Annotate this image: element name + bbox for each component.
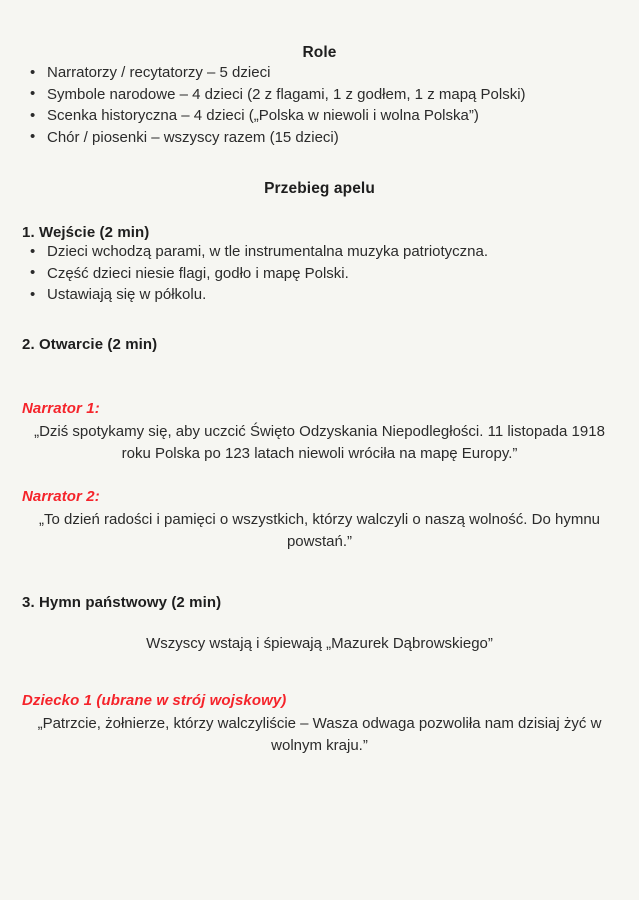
step-2-heading: 2. Otwarcie (2 min) — [22, 335, 158, 353]
step-1-heading: 1. Wejście (2 min) — [22, 224, 150, 241]
step-1-list — [22, 241, 617, 306]
narrator-1-label: Narrator 1: — [22, 399, 100, 417]
roles-section-title: Role — [302, 44, 337, 61]
list-item: • Narratorzy / recytatorzy – 5 dzieci — [22, 62, 617, 84]
narrator-2-label: Narrator 2: — [22, 487, 100, 505]
list-item: • Ustawiają się w półkolu. — [22, 284, 617, 306]
child-1-quote: „Patrzcie, żołnierze, którzy walczyliście – Wasza odwaga pozwoliła nam dzisiaj żyć w wolnym kraju.” — [37, 714, 602, 754]
program-section-title: Przebieg apelu — [264, 180, 375, 197]
child-1-label: Dziecko 1 (ubrane w strój wojskowy) — [22, 691, 287, 709]
list-item: • Symbole narodowe – 4 dzieci (2 z flagami, 1 z godłem, 1 z mapą Polski) — [22, 84, 617, 106]
narrator-2-quote: „To dzień radości i pamięci o wszystkich, którzy walczyli o naszą wolność. Do hymnu powstań.” — [38, 510, 601, 550]
narrator-1-quote: „Dziś spotykamy się, aby uczcić Święto Odzyskania Niepodległości. 11 listopada 1918 roku Polska po 123 latach niewoli wróciła na mapę Europy.” — [34, 422, 605, 462]
list-item: • Część dzieci niesie flagi, godło i mapę Polski. — [22, 263, 617, 285]
step-3-stage-note: Wszyscy wstają i śpiewają „Mazurek Dąbrowskiego” — [146, 634, 493, 652]
step-3-heading: 3. Hymn państwowy (2 min) — [22, 593, 222, 611]
list-item: • Chór / piosenki – wszyscy razem (15 dzieci) — [22, 127, 617, 149]
list-item: • Scenka historyczna – 4 dzieci („Polska w niewoli i wolna Polska”) — [22, 105, 617, 127]
list-item: • Dzieci wchodzą parami, w tle instrumentalna muzyka patriotyczna. — [22, 241, 617, 263]
roles-list — [22, 62, 617, 148]
